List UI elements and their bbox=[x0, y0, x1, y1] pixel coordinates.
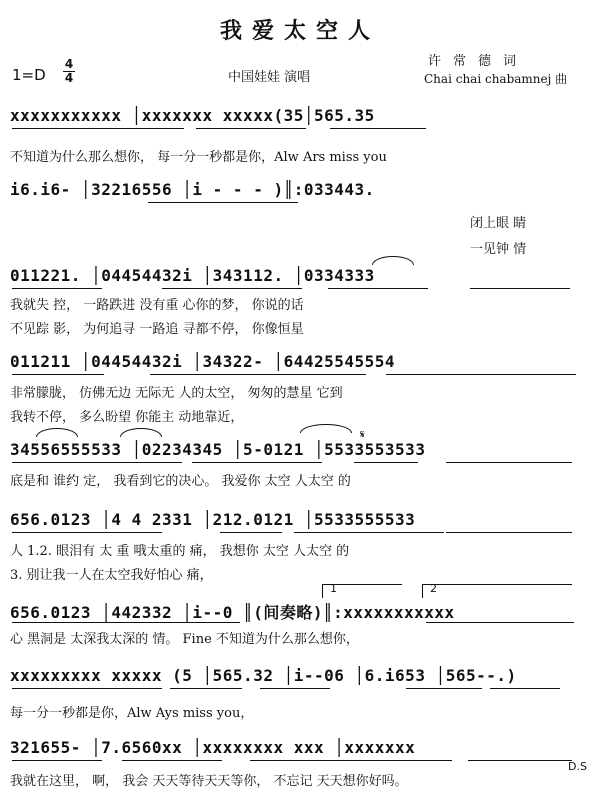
lyric-row-3-line-2: 不见踪 影， 为何追寻 一路追 寻都不停， 你像恒星 bbox=[10, 322, 304, 337]
lyric-row-5-line-1: 底是和 谁约 定， 我看到它的决心。 我爱你 太空 人太空 的 bbox=[10, 474, 351, 489]
lyric-row-7-line-1: 心 黑洞是 太深我太深的 情。 Fine 不知道为什么那么想你， bbox=[10, 632, 359, 647]
notation-row-4: 011211 │04454432i │34322- │64425545554 bbox=[10, 352, 396, 371]
volta-2-label: 2 bbox=[430, 582, 437, 595]
time-signature bbox=[62, 58, 76, 85]
lyric-row-1-line-1: 不知道为什么那么想你， 每一分一秒都是你，Alw Ars miss you bbox=[10, 150, 387, 165]
lyric-row-6-line-2: 3. 别让我一人在太空我好怕心 痛， bbox=[10, 568, 213, 583]
time-signature-top: 4 bbox=[64, 57, 74, 71]
lyric-row-2-line-1: 闭上眼 睛 bbox=[470, 216, 527, 231]
lyric-row-3-line-1: 我就失 控， 一路跌进 没有重 心你的梦， 你说的话 bbox=[10, 298, 304, 313]
lyric-row-4-line-2: 我转不停， 多么盼望 你能主 动地靠近， bbox=[10, 410, 244, 425]
notation-row-6: 656.0123 │4 4 2331 │212.0121 │5533555533 bbox=[10, 510, 416, 529]
time-signature-bottom: 4 bbox=[64, 71, 74, 85]
notation-row-7: 656.0123 │442332 │i--0 ║(间奏略)║:xxxxxxxxxxx bbox=[10, 603, 455, 622]
notation-row-5: 34556555533 │02234345 │5-0121 │5533553533 bbox=[10, 440, 426, 459]
song-title: 我爱太空人 bbox=[219, 19, 380, 44]
key-signature: 1=D bbox=[12, 66, 46, 84]
notation-row-3: 011221. │04454432i │343112. │0334333 bbox=[10, 266, 375, 285]
lyric-row-2-line-2: 一见钟 情 bbox=[470, 242, 527, 257]
notation-row-8: xxxxxxxxx xxxxx (5 │565.32 │i--06 │6.i653 │565--.) bbox=[10, 666, 517, 685]
notation-row-1: xxxxxxxxxxx │xxxxxxx xxxxx(35│565.35 bbox=[10, 106, 375, 125]
volta-1-label: 1 bbox=[330, 582, 337, 595]
lyric-row-4-line-1: 非常朦胧， 仿佛无边 无际无 人的太空， 匆匆的慧星 它到 bbox=[10, 386, 343, 401]
notation-row-2: i6.i6- │32216556 │i - - - )║:033443. bbox=[10, 180, 375, 199]
ds-mark: D.S bbox=[568, 760, 587, 773]
composer-credit: Chai chai chabamnej 曲 bbox=[424, 72, 568, 86]
performer-credit: 中国娃娃 演唱 bbox=[228, 70, 311, 85]
lyric-row-8-line-1: 每一分一秒都是你，Alw Ays miss you， bbox=[10, 706, 254, 721]
lyric-row-9-line-1: 我就在这里， 啊， 我会 天天等待天天等你， 不忘记 天天想你好吗。 bbox=[10, 774, 408, 789]
segno-mark: 𝄋 bbox=[360, 428, 365, 441]
notation-row-9: 321655- │7.6560xx │xxxxxxxx xxx │xxxxxxx bbox=[10, 738, 416, 757]
lyricist-credit: 许常德词 bbox=[428, 54, 529, 69]
lyric-row-6-line-1: 人 1.2. 眼泪有 太 重 哦太重的 痛， 我想你 太空 人太空 的 bbox=[10, 544, 350, 559]
